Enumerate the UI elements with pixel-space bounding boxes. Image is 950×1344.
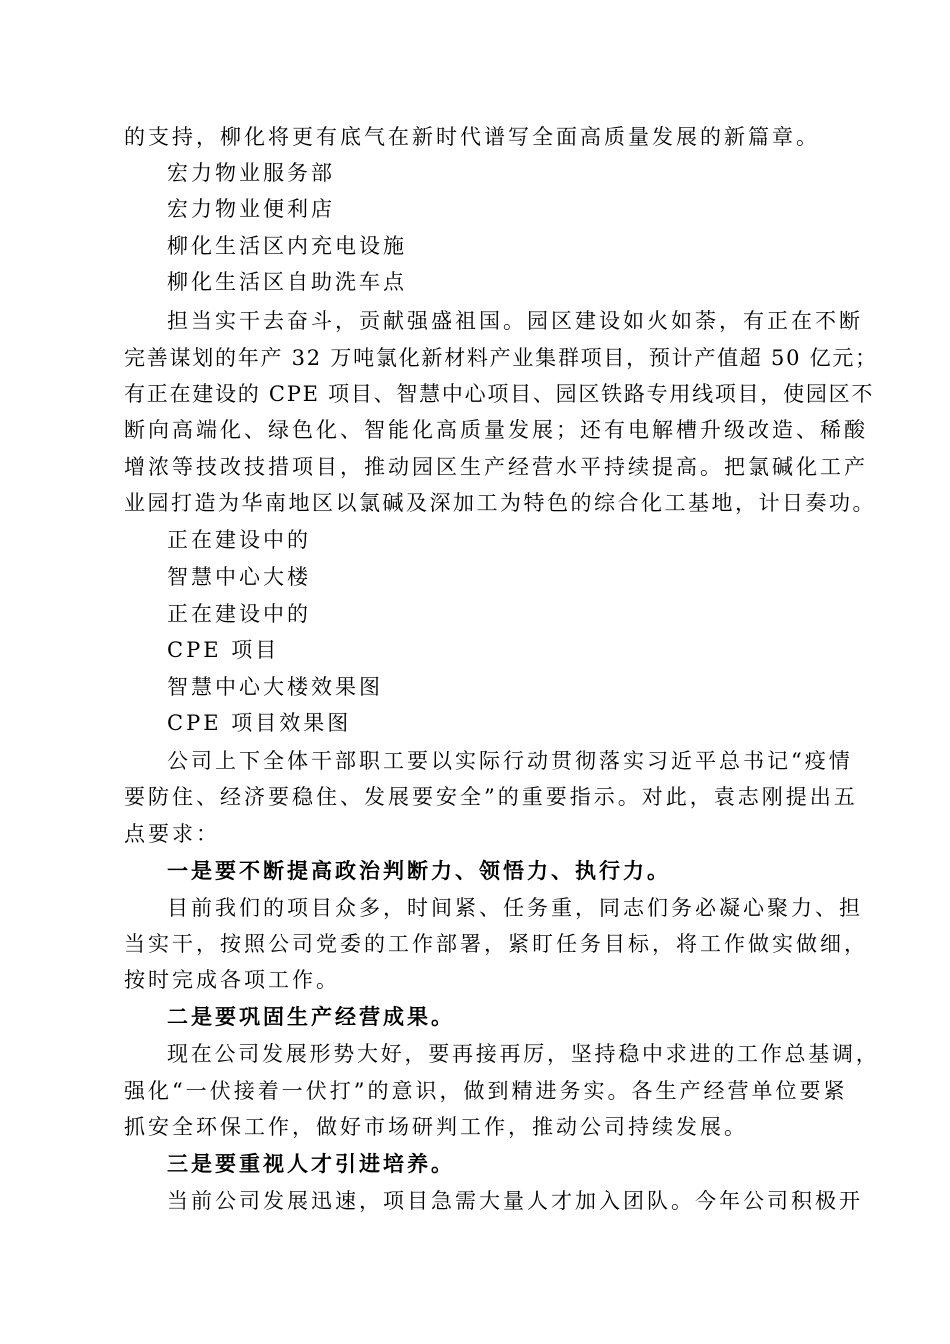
paragraph-line: 强化“一伏接着一伏打”的意识，做到精进务实。各生产经营单位要紧 [124, 1079, 848, 1103]
caption-line: CPE 项目 [167, 638, 280, 662]
paragraph-line: 当前公司发展迅速，项目急需大量人才加入团队。今年公司积极开 [167, 1189, 863, 1213]
paragraph-line: 当实干，按照公司党委的工作部署，紧盯任务目标，将工作做实做细， [124, 932, 868, 956]
caption-line: 宏力物业服务部 [167, 161, 335, 185]
caption-line: CPE 项目效果图 [167, 711, 352, 735]
paragraph-line: 点要求： [124, 822, 220, 846]
caption-line: 柳化生活区自助洗车点 [167, 270, 407, 294]
caption-line: 柳化生活区内充电设施 [167, 234, 407, 258]
paragraph-line: 按时完成各项工作。 [124, 968, 340, 992]
caption-line: 宏力物业便利店 [167, 197, 335, 221]
paragraph-line: 现在公司发展形势大好，要再接再厉，坚持稳中求进的工作总基调， [167, 1042, 880, 1066]
section-heading: 二是要巩固生产经营成果。 [167, 1004, 455, 1029]
caption-line: 正在建设中的 [167, 602, 311, 626]
caption-line: 智慧中心大楼效果图 [167, 675, 383, 699]
section-heading: 三是要重视人才引进培养。 [167, 1151, 455, 1176]
paragraph-line: 业园打造为华南地区以氯碱及深加工为特色的综合化工基地，计日奏功。 [124, 491, 876, 515]
paragraph-line: 有正在建设的 CPE 项目、智慧中心项目、园区铁路专用线项目，使园区不 [124, 382, 875, 406]
paragraph-line: 目前我们的项目众多，时间紧、任务重，同志们务必凝心聚力、担 [167, 896, 863, 920]
caption-line: 智慧中心大楼 [167, 565, 311, 589]
paragraph-line: 断向高端化、绿色化、智能化高质量发展；还有电解槽升级改造、稀酸 [124, 418, 868, 442]
paragraph-line: 公司上下全体干部职工要以实际行动贯彻落实习近平总书记“疫情 [167, 749, 853, 773]
paragraph-line: 抓安全环保工作，做好市场研判工作，推动公司持续发展。 [124, 1115, 748, 1139]
paragraph-line: 要防住、经济要稳住、发展要安全”的重要指示。对此，袁志刚提出五 [124, 785, 858, 809]
section-heading: 一是要不断提高政治判断力、领悟力、执行力。 [167, 858, 671, 883]
caption-line: 正在建设中的 [167, 528, 311, 552]
paragraph-line: 担当实干去奋斗，贡献强盛祖国。园区建设如火如荼，有正在不断 [167, 309, 863, 333]
paragraph-line: 的支持，柳化将更有底气在新时代谱写全面高质量发展的新篇章。 [124, 125, 820, 149]
paragraph-line: 增浓等技改技措项目，推动园区生产经营水平持续提高。把氯碱化工产 [124, 455, 868, 479]
paragraph-line: 完善谋划的年产 32 万吨氯化新材料产业集群项目，预计产值超 50 亿元； [124, 346, 878, 370]
